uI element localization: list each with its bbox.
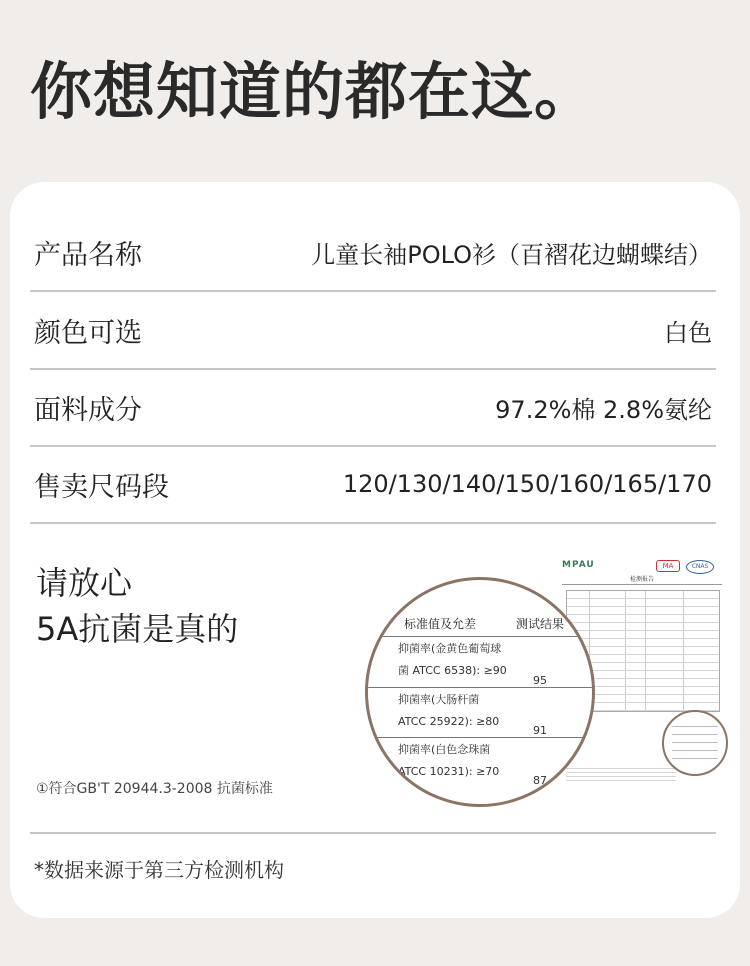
test-result: 95 (533, 674, 547, 687)
test-item (398, 638, 507, 682)
test-item-line: ATCC 25922): ≥80 (398, 715, 500, 728)
source-note: *数据来源于第三方检测机构 (34, 858, 284, 882)
report-highlight-circle (662, 710, 728, 776)
cnas-mark-icon: CNAS (686, 560, 714, 574)
test-item-line: 抑菌率(大肠杆菌 (398, 693, 480, 706)
bottom-divider (30, 832, 716, 834)
test-item-line: 菌 ATCC 6538): ≥90 (398, 664, 507, 677)
test-item (398, 689, 499, 733)
spec-value: 97.2%棉 2.8%氨纶 (495, 395, 712, 424)
spec-label: 售卖尺码段 (34, 471, 169, 503)
standard-note: ①符合GB'T 20944.3-2008 抗菌标准 (36, 781, 273, 797)
magnifier-circle (365, 577, 595, 807)
spec-row-sizes (30, 446, 716, 524)
lab-logo: MPAU (562, 560, 595, 570)
column-header-standard: 标准值及允差 (404, 617, 477, 631)
table-divider (368, 737, 592, 738)
spec-value: 儿童长袖POLO衫（百褶花边蝴蝶结） (311, 240, 712, 269)
test-result: 91 (533, 724, 547, 737)
test-item (398, 739, 499, 783)
report-title: 检测报告 (629, 576, 654, 583)
spec-card (10, 182, 740, 918)
spec-value: 白色 (664, 318, 712, 347)
headline: 你想知道的都在这。 (30, 55, 598, 128)
report-footer (566, 768, 676, 782)
test-result: 87 (533, 774, 547, 787)
spec-row-color (30, 292, 716, 370)
spec-row-fabric (30, 369, 716, 447)
test-item-line: 抑菌率(白色念珠菌 (398, 743, 491, 756)
test-item-line: 抑菌率(金黄色葡萄球 (398, 642, 502, 655)
spec-label: 面料成分 (34, 394, 142, 426)
report-divider (562, 584, 722, 585)
test-item-line: ATCC 10231): ≥70 (398, 765, 500, 778)
table-divider (368, 636, 592, 637)
column-header-result: 测试结果 (516, 617, 565, 631)
antibacterial-claim (36, 560, 238, 652)
cma-mark-icon: MA (656, 560, 680, 572)
spec-value: 120/130/140/150/160/165/170 (342, 470, 712, 498)
claim-line-2: 5A抗菌是真的 (36, 610, 239, 648)
spec-label: 颜色可选 (34, 317, 142, 349)
spec-label: 产品名称 (34, 239, 142, 271)
claim-line-1: 请放心 (36, 564, 133, 602)
spec-row-product-name (30, 214, 716, 292)
table-divider (368, 687, 592, 688)
